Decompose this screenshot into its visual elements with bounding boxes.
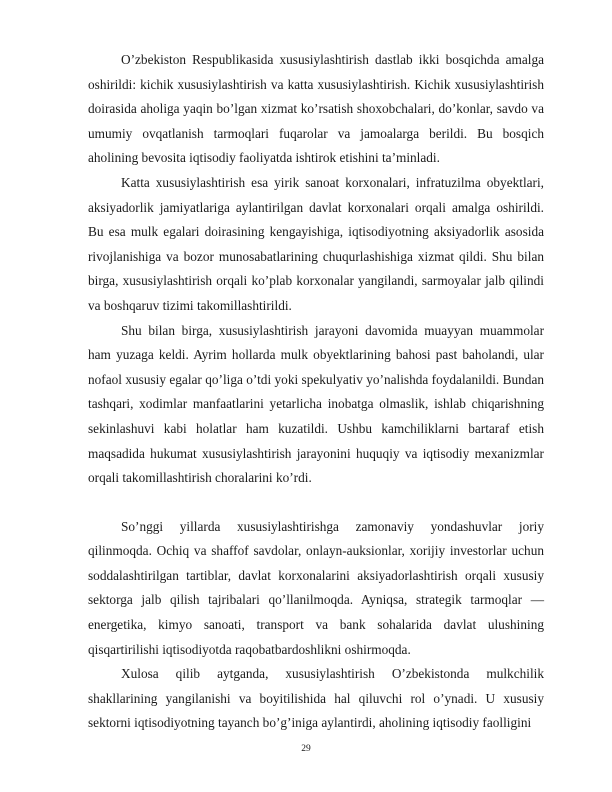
body-text [88, 48, 544, 736]
paragraph-problems: Shu bilan birga, xususiylashtirish jarayoni davomida muayyan muammolar ham yuzaga keldi. Ayrim hollarda mulk obyektlarining bahosi past baholandi, ular nofaol xususiy egalar qo’liga o’tdi yoki spekulyativ yo’nalishda foydalanildi. Bundan tashqari, xodimlar manfaatlarini yetarlicha inobatga olmaslik, ishlab chiqarishning sekinlashuvi kabi holatlar ham kuzatildi. Ushbu kamchiliklarni bartaraf etish maqsadida hukumat xususiylashtirish jarayonini huquqiy va iqtisodiy mexanizmlar orqali takomillashtirish choralarini ko’rdi. [88, 322, 544, 486]
paragraph-small-large-privatization: O’zbekiston Respublikasida xususiylashtirish dastlab ikki bosqichda amalga oshirildi: kichik xususiylashtirish va katta xususiylashtirish. Kichik xususiylashtirish doirasida aholiga yaqin bo’lgan xizmat ko’rsatish shoxobchalari, do’konlar, savdo va umumiy ovqatlanish tarmoqlari fuqarolar va jamoalarga berildi. Bu bosqich aholining bevosita iqtisodiy faoliyatda ishtirok etishini ta’minladi. [88, 52, 544, 166]
paragraph-modern-approaches: So’nggi yillarda xususiylashtirishga zamonaviy yondashuvlar joriy qilinmoqda. Ochiq va shaffof savdolar, onlayn-auksionlar, xorijiy investorlar uchun soddalashtirilgan tartiblar, davlat korxonalarini aksiyadorlashtirish orqali xususiy sektorga jalb qilish tajribalari qo’llanilmoqda. Ayniqsa, strategik tarmoqlar — energetika, kimyo sanoati, transport va bank sohalarida davlat ulushining qisqartirilishi iqtisodiyotda raqobatbardoshlikni oshirmoqda. [88, 518, 544, 657]
paragraph-large-privatization: Katta xususiylashtirish esa yirik sanoat korxonalari, infratuzilma obyektlari, aksiyadorlik jamiyatlariga aylantirilgan davlat korxonalari orqali amalga oshirildi. Bu esa mulk egalari doirasining kengayishiga, iqtisodiyotning aksiyadorlik asosida rivojlanishiga va bozor munosabatlarining chuqurlashishiga xizmat qildi. Shu bilan birga, xususiylashtirish orqali ko’plab korxonalar yangilandi, sarmoyalar jalb qilindi va boshqaruv tizimi takomillashtirildi. [88, 174, 544, 313]
page-number: 29 [301, 744, 311, 754]
paragraph-conclusion: Xulosa qilib aytganda, xususiylashtirish O’zbekistonda mulkchilik shakllarining yangilanishi va boyitilishida hal qiluvchi rol o’ynadi. U xususiy sektorni iqtisodiyotning tayanch bo’g’iniga aylantirdi, aholining iqtisodiy faolligini [88, 666, 544, 731]
